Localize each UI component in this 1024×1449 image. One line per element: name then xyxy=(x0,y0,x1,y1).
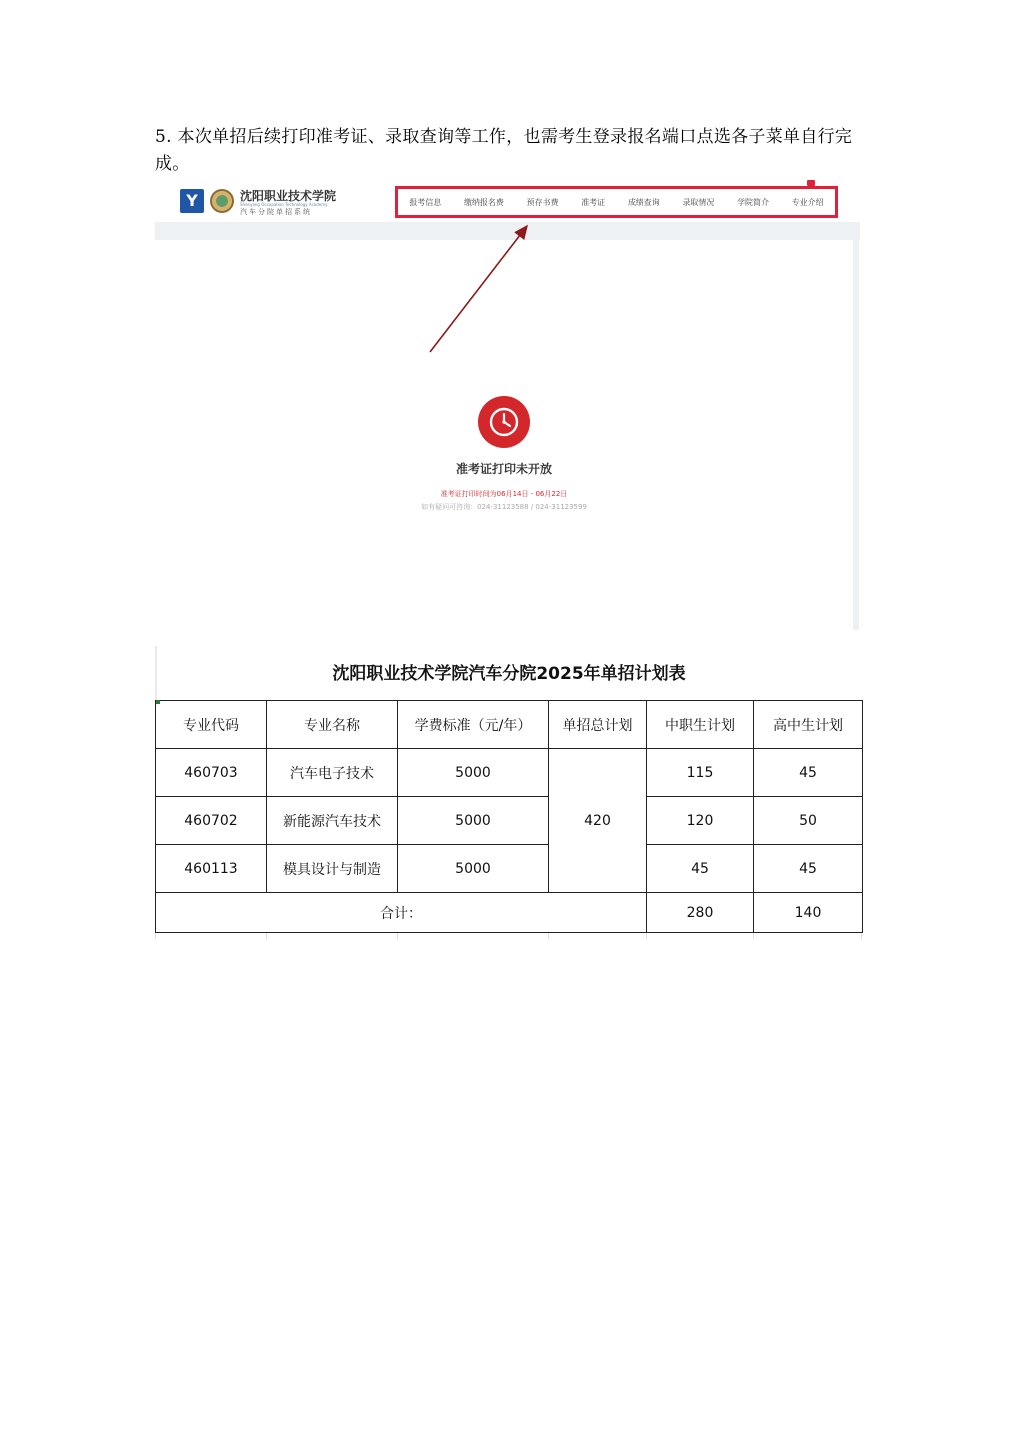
nav-item-major-intro[interactable]: 专业介绍 xyxy=(791,197,824,207)
cell-total-label: 合计： xyxy=(156,893,647,933)
nav-item-apply-info[interactable]: 报考信息 xyxy=(409,197,442,207)
cell-secondary: 120 xyxy=(647,797,754,845)
cell-secondary: 45 xyxy=(647,845,754,893)
header-code: 专业代码 xyxy=(156,701,267,749)
sheet-edge xyxy=(155,646,157,700)
header-secondary-plan: 中职生计划 xyxy=(647,701,754,749)
nav-item-college-intro[interactable]: 学院简介 xyxy=(737,197,770,207)
header-total-plan: 单招总计划 xyxy=(549,701,647,749)
nav-item-pay-fee[interactable]: 缴纳报名费 xyxy=(463,197,504,207)
cell-code: 460113 xyxy=(156,845,267,893)
cell-code: 460703 xyxy=(156,749,267,797)
cell-high: 45 xyxy=(754,749,863,797)
table-row xyxy=(156,845,863,893)
table-row xyxy=(156,797,863,845)
nav-item-book-fee[interactable]: 预存书费 xyxy=(526,197,559,207)
cell-high: 50 xyxy=(754,797,863,845)
plan-table xyxy=(155,700,863,933)
cell-total-high: 140 xyxy=(754,893,863,933)
cell-fee: 5000 xyxy=(398,845,549,893)
cell-high: 45 xyxy=(754,845,863,893)
table-total-row xyxy=(156,893,863,933)
cell-total-plan: 420 xyxy=(549,749,647,893)
instruction-paragraph: 5. 本次单招后续打印准考证、录取查询等工作，也需考生登录报名端口点选各子菜单自行完成。 xyxy=(155,127,853,174)
header-fee: 学费标准（元/年） xyxy=(398,701,549,749)
cell-fee: 5000 xyxy=(398,749,549,797)
portal-screenshot xyxy=(155,182,863,632)
cell-secondary: 115 xyxy=(647,749,754,797)
header-name: 专业名称 xyxy=(267,701,398,749)
cell-total-secondary: 280 xyxy=(647,893,754,933)
status-title: 准考证打印未开放 xyxy=(455,462,552,476)
cell-marker xyxy=(156,700,160,704)
cell-fee: 5000 xyxy=(398,797,549,845)
enrollment-plan-sheet xyxy=(155,646,863,941)
logo-subtitle: 汽车分院单招系统 xyxy=(240,208,312,216)
nav-item-score-query[interactable]: 成绩查询 xyxy=(627,197,660,207)
logo-english: Shenyang Occupation Technology Academy xyxy=(240,202,328,207)
clock-icon xyxy=(478,396,530,448)
status-time-note: 准考证打印时间为06月14日 - 06月22日 xyxy=(440,490,568,498)
sheet-gridline-stubs xyxy=(155,933,863,941)
header-high-plan: 高中生计划 xyxy=(754,701,863,749)
table-title: 沈阳职业技术学院汽车分院2025年单招计划表 xyxy=(332,664,686,684)
logo-mark: Y xyxy=(180,189,204,213)
nav-item-admission-ticket[interactable]: 准考证 xyxy=(581,197,606,207)
cell-name: 模具设计与制造 xyxy=(267,845,398,893)
cell-name: 新能源汽车技术 xyxy=(267,797,398,845)
logo-name: 沈阳职业技术学院 xyxy=(240,189,337,203)
cell-name: 汽车电子技术 xyxy=(267,749,398,797)
table-row xyxy=(156,749,863,797)
status-phone-note: 如有疑问可咨询：024-31123588 / 024-31123599 xyxy=(421,503,587,511)
nav-item-admission-status[interactable]: 录取情况 xyxy=(682,197,715,207)
cell-code: 460702 xyxy=(156,797,267,845)
table-header-row xyxy=(156,701,863,749)
